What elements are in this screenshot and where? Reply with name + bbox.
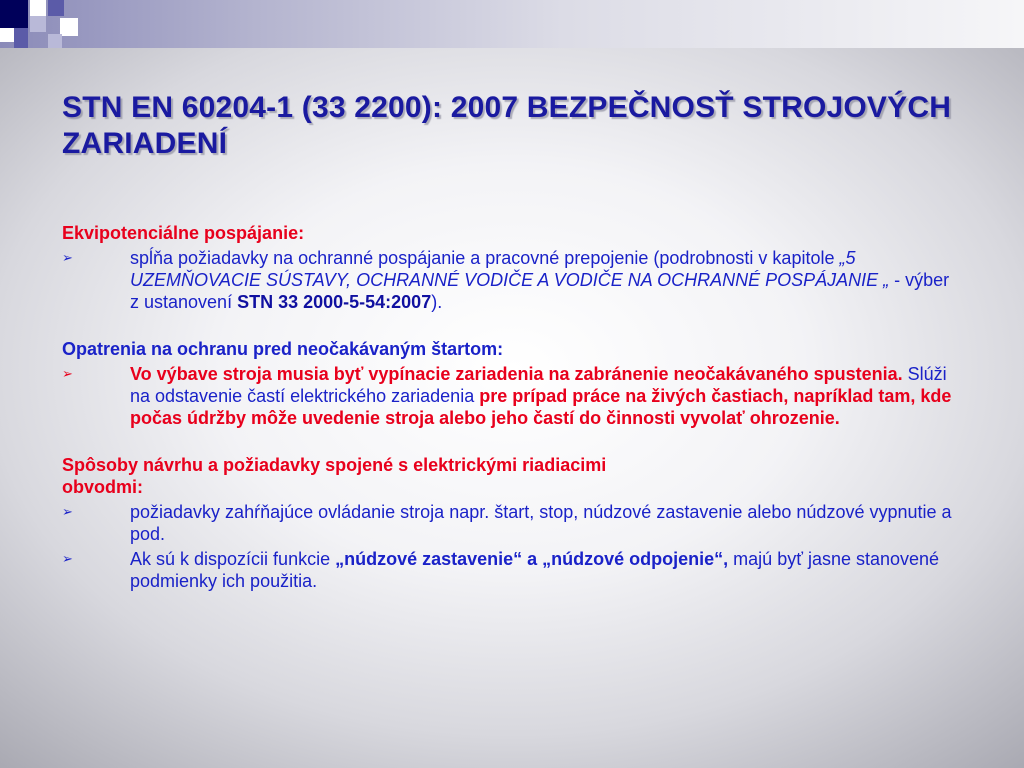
bullet-text: majú byť jasne stanovené podmienky ich použitia. xyxy=(130,549,940,591)
section-heading-equipotential: Ekvipotenciálne pospájanie: xyxy=(62,223,305,243)
bullet-text: požiadavky zahŕňajúce ovládanie stroja napr. štart, stop, núdzové zastavenie alebo núdzové vypnutie a pod. xyxy=(130,502,952,544)
arrow-bullet-icon: ➢ xyxy=(62,551,73,566)
bullet-item xyxy=(62,501,952,545)
slide-body xyxy=(62,222,952,592)
arrow-bullet-icon: ➢ xyxy=(62,366,73,381)
bullet-item xyxy=(62,548,952,592)
bullet-text-bold: Vo výbave stroja musia byť vypínacie zariadenia na zabránenie neočakávaného spustenia. xyxy=(130,364,903,384)
bullet-text-bold: „núdzové zastavenie“ a „núdzové odpojenie“, xyxy=(335,549,729,569)
bullet-text: Ak sú k dispozícii funkcie xyxy=(130,549,336,569)
section-heading-design-methods xyxy=(62,454,952,498)
bullet-text-bold: pre prípad práce na živých častiach, napríklad tam, kde počas údržby môže uvedenie stroja alebo jeho častí do činnosti vyvolať ohrozenie. xyxy=(130,386,952,428)
chapter-reference: „5 UZEMŇOVACIE SÚSTAVY, OCHRANNÉ VODIČE A VODIČE NA OCHRANNÉ POSPÁJANIE „ xyxy=(130,248,890,290)
bullet-item xyxy=(62,247,952,313)
section-heading-unexpected-start: Opatrenia na ochranu pred neočakávaným štartom: xyxy=(62,339,504,359)
arrow-bullet-icon: ➢ xyxy=(62,504,73,519)
bullet-text: Slúži na odstavenie častí elektrického zariadenia xyxy=(130,364,947,406)
bullet-text: ). xyxy=(431,292,443,312)
bullet-text: spĺňa požiadavky na ochranné pospájanie a pracovné prepojenie (podrobnosti v kapitole xyxy=(130,248,840,268)
standard-reference: STN 33 2000-5-54:2007 xyxy=(237,292,432,312)
heading-line: Spôsoby návrhu a požiadavky spojené s elektrickými riadiacimi xyxy=(62,455,607,475)
bullet-text: - výber z ustanovení xyxy=(130,270,950,312)
header-band xyxy=(0,0,1024,48)
arrow-bullet-icon: ➢ xyxy=(62,250,73,265)
slide-title: STN EN 60204-1 (33 2200): 2007 BEZPEČNOSŤ STROJOVÝCH ZARIADENÍ xyxy=(62,91,952,160)
bullet-item xyxy=(62,363,952,429)
heading-line: obvodmi: xyxy=(62,477,143,497)
